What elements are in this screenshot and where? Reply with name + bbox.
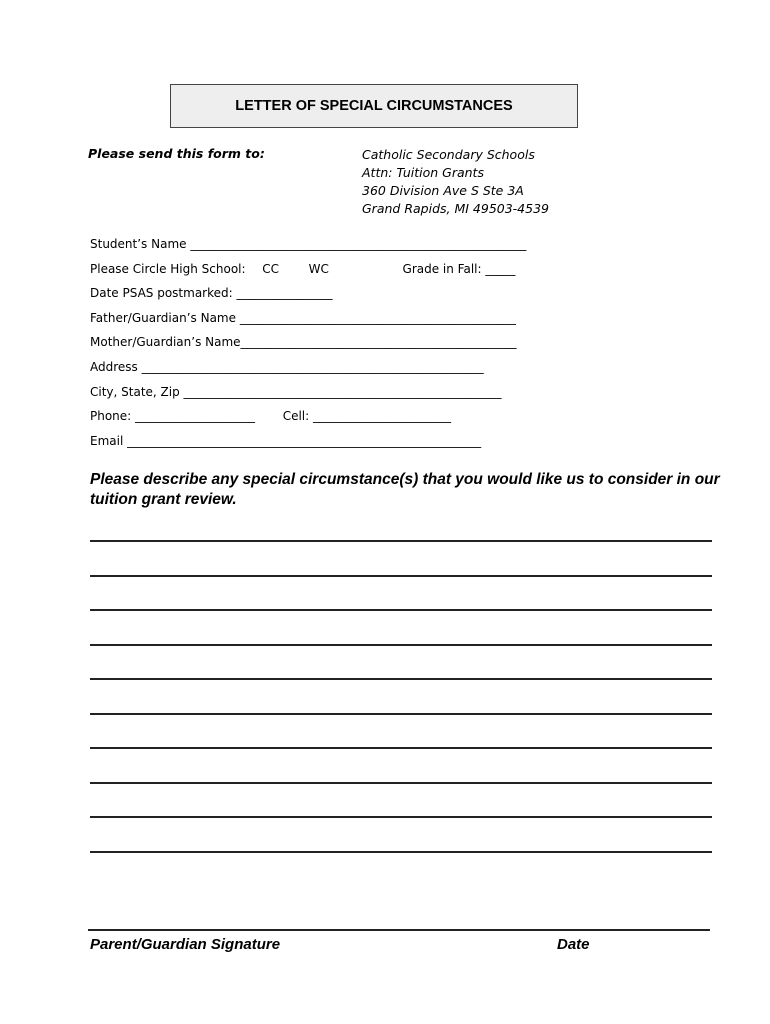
writing-line[interactable] [90, 851, 712, 886]
circumstances-writing-area[interactable] [90, 540, 712, 885]
date-label: Date [557, 936, 590, 953]
form-fields [90, 236, 630, 457]
writing-line[interactable] [90, 782, 712, 817]
mailing-address [362, 146, 549, 218]
writing-line[interactable] [90, 644, 712, 679]
address-line: 360 Division Ave S Ste 3A [362, 183, 524, 198]
signature-label: Parent/Guardian Signature [90, 936, 281, 953]
mother-name-field[interactable]: Mother/Guardian’s Name______________________________________________ [90, 335, 517, 350]
address-line: Grand Rapids, MI 49503-4539 [362, 201, 549, 216]
psas-date-field[interactable]: Date PSAS postmarked: ________________ [90, 286, 333, 301]
city-state-zip-field[interactable]: City, State, Zip _____________________________________________________ [90, 384, 502, 399]
writing-line[interactable] [90, 713, 712, 748]
high-school-row [90, 261, 630, 286]
send-to-label: Please send this form to: [88, 146, 265, 161]
grade-field[interactable]: Grade in Fall: _____ [402, 261, 516, 276]
email-field[interactable]: Email ___________________________________________________________ [90, 433, 482, 448]
student-name-field[interactable]: Student’s Name ________________________________________________________ [90, 237, 527, 251]
phone-field[interactable]: Phone: ____________________ [90, 409, 256, 424]
signature-line[interactable] [88, 929, 710, 931]
father-name-field[interactable]: Father/Guardian’s Name ______________________________________________ [90, 310, 516, 325]
cell-field[interactable]: Cell: _______________________ [282, 409, 451, 424]
school-option-cc[interactable]: CC [262, 261, 279, 276]
phone-row [90, 408, 630, 433]
circumstances-prompt: Please describe any special circumstance(s) that you would like us to consider in our tuition grant review. [90, 471, 720, 508]
writing-line[interactable] [90, 747, 712, 782]
school-option-wc[interactable]: WC [308, 261, 329, 276]
address-field[interactable]: Address _________________________________________________________ [90, 359, 484, 374]
writing-line[interactable] [90, 540, 712, 575]
writing-line[interactable] [90, 816, 712, 851]
form-title: LETTER OF SPECIAL CIRCUMSTANCES [170, 84, 578, 128]
writing-line[interactable] [90, 678, 712, 713]
writing-line[interactable] [90, 609, 712, 644]
writing-line[interactable] [90, 575, 712, 610]
address-line: Catholic Secondary Schools [362, 147, 535, 162]
high-school-label: Please Circle High School: [90, 261, 246, 276]
address-line: Attn: Tuition Grants [362, 165, 484, 180]
